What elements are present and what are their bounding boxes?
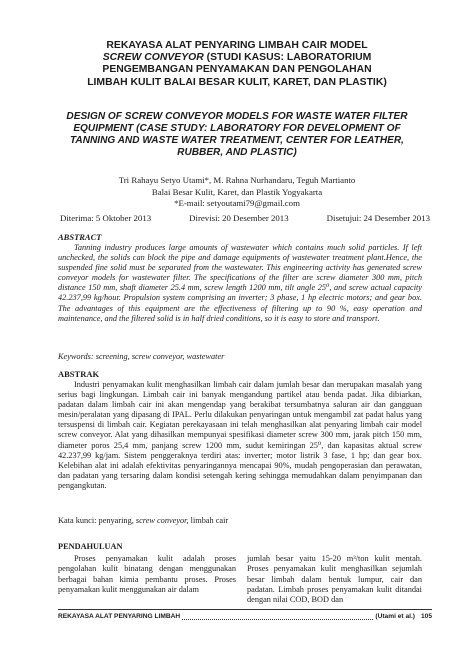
date-revised: Direvisi: 20 Desember 2013 <box>189 213 289 223</box>
author-affiliation: Balai Besar Kulit, Karet, dan Plastik Yogyakarta <box>151 186 323 197</box>
intro-heading: PENDAHULUAN <box>58 542 123 551</box>
footer-authors: (Utami et al.) <box>375 613 415 620</box>
title-id-line-4: LIMBAH KULIT BALAI BESAR KULIT, KARET, DAN PLASTIK) <box>87 76 387 88</box>
keywords-id-italic: screw conveyor, <box>135 516 189 525</box>
title-en-line-2: EQUIPMENT (CASE STUDY: LABORATORY FOR DEVELOPMENT OF <box>73 122 401 134</box>
title-id-line-1: REKAYASA ALAT PENYARING LIMBAH CAIR MODEL <box>106 40 368 51</box>
title-english <box>40 111 434 159</box>
author-names: Tri Rahayu Setyo Utami*, M. Rahna Nurhandaru, Teguh Martianto <box>118 175 356 185</box>
abstract-heading: ABSTRACT <box>58 232 102 242</box>
footer-divider <box>58 609 432 610</box>
intro-right-text: jumlah besar yaitu 15-20 m³/ton kulit mentah. Proses penyamakan kulit menghasilkan sejumlah besar limbah dalam bentuk lumpur, cair dan padatan. Limbah proses penyamakan kulit ditandai dengan nilai COD, BOD dan <box>247 554 422 605</box>
footer-dot-leader <box>182 614 373 620</box>
page-number: 105 <box>420 613 432 620</box>
intro-left-text: Proses penyamakan kulit adalah proses pengolahan kulit binatang dengan menggunakan berbagai bahan kimia pembantu proses. Proses penyamakan kulit menggunakan air dalam <box>58 554 236 594</box>
date-row <box>60 213 430 224</box>
keywords-english: Keywords: screening, screw conveyor, wastewater <box>58 352 225 361</box>
title-en-line-1: DESIGN OF SCREW CONVEYOR MODELS FOR WASTE WATER FILTER <box>66 111 408 122</box>
author-email[interactable]: *E-mail: setyoutami79@gmail.com <box>174 198 300 209</box>
abstract-body: Tanning industry produces large amounts of wastewater which contains much solid particles. If left unchecked, the solids can block the pipe and damage equipments of wastewater treatment plant.Hence, the suspended fine solid must be separated from the wastewater. This engineering activity has generated screw conveyor models for wastewater filter. The specifications of the filter are screw diameter 300 mm, pitch distance 150 mm, shaft diameter 25.4 mm, screw length 1200 mm, tilt angle 25⁰, and screw actual capacity 42.237,99 kg/hour. Propulsion system comprising an inverter; 3 phase, 1 hp electric motors; and gear box. The advantages of this equipment are the effectiveness of filtering up to 90 %, easy operation and maintenance, and the filtered solid is in half dried conditions, so it is easy to store and transport. <box>58 243 422 323</box>
keywords-id-label: Kata kunci: penyaring, <box>58 516 136 525</box>
abstrak-body: Industri penyamakan kulit menghasilkan limbah cair dalam jumlah besar dan merupakan masalah yang serius bagi lingkungan. Limbah cair ini banyak mengandung partikel atau benda padat. Jika dibiarkan, padatan dalam limbah cair ini akan mengendap yang berakibat tersumbatnya saluran air dan gangguan mesin/peralatan yang dipasang di IPAL. Perlu dilakukan penyaringan untuk mengambil zat padat halus yang tersuspensi di limbah cair. Kegiatan perekayasaan ini telah menghasilkan alat penyaring limbah cair model screw conveyor. Alat yang dihasilkan mempunyai spesifikasi diameter screw 300 mm, jarak pitch 150 mm, diameter poros 25,4 mm, panjang screw 1200 mm, sudut kemiringan 25⁰, dan kapasitas aktual screw 42.237,99 kg/jam. Sistem penggeraknya terdiri atas: inverter; motor listrik 3 fase, 1 hp; dan gear box. Kelebihan alat ini adalah efektivitas penyaringannya mencapai 90%, mudah pengoperasian dan perawatan, dan padatan yang tersaring dalam kondisi setengah kering sehingga memudahkan dalam penyimpanan dan pengangkutan. <box>58 380 422 490</box>
author-block <box>40 175 434 210</box>
intro-right-column <box>247 554 422 605</box>
title-id-line-2-rest: (STUDI KASUS: LABORATORIUM <box>203 52 372 64</box>
keywords-id-rest: limbah cair <box>188 516 229 525</box>
running-footer <box>58 613 432 620</box>
date-received: Diterima: 5 Oktober 2013 <box>60 213 152 223</box>
title-id-italic: SCREW CONVEYOR <box>102 52 204 64</box>
title-indonesian <box>40 40 434 89</box>
title-en-line-3: TANNING AND WASTE WATER TREATMENT, CENTER FOR LEATHER, <box>69 134 404 146</box>
date-accepted: Disetujui: 24 Desember 2013 <box>326 213 430 223</box>
title-id-line-2 <box>40 52 434 64</box>
footer-title: REKAYASA ALAT PENYARING LIMBAH <box>58 613 181 620</box>
title-id-line-3: PENGEMBANGAN PENYAMAKAN DAN PENGOLAHAN <box>102 64 372 76</box>
keywords-indonesian <box>58 516 422 526</box>
abstrak-heading: ABSTRAK <box>58 369 100 379</box>
title-en-line-4: RUBBER, AND PLASTIC) <box>177 146 297 158</box>
intro-left-column <box>58 542 236 595</box>
